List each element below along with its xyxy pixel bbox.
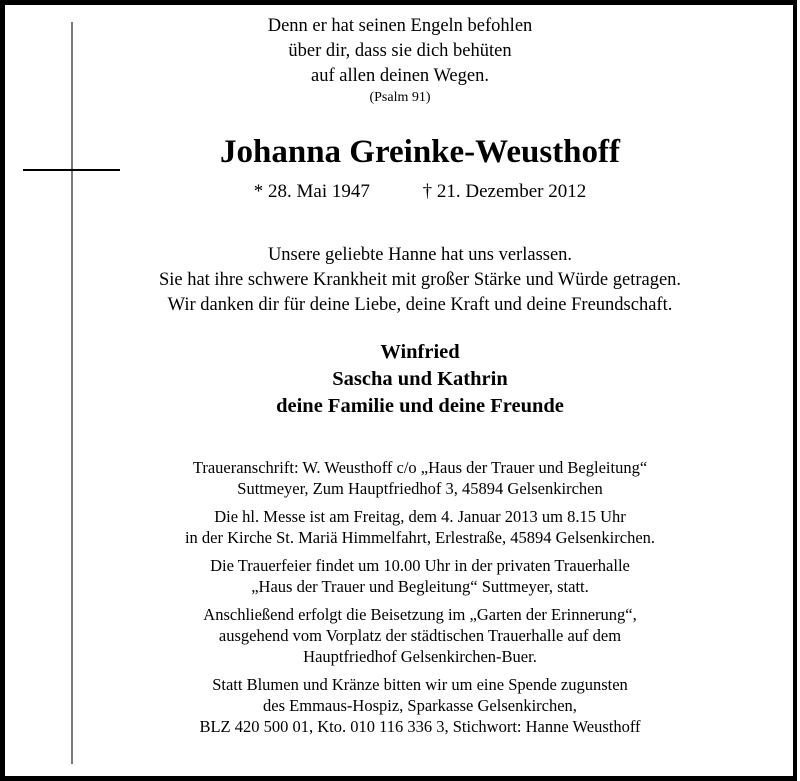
birth-date: * 28. Mai 1947 xyxy=(253,181,370,202)
info-line: Die hl. Messe ist am Freitag, dem 4. Januar 2013 um 8.15 Uhr xyxy=(214,507,626,526)
cross-vertical-icon xyxy=(71,22,73,764)
info-line: Hauptfriedhof Gelsenkirchen-Buer. xyxy=(303,647,537,666)
psalm-reference: (Psalm 91) xyxy=(369,90,431,105)
tribute-text xyxy=(100,243,740,318)
info-line: „Haus der Trauer und Begleitung“ Suttmeyer, statt. xyxy=(251,577,589,596)
tribute-line: Wir danken dir für deine Liebe, deine Kraft und deine Freundschaft. xyxy=(167,295,673,315)
psalm-line: über dir, dass sie dich behüten xyxy=(288,41,512,61)
info-line: Suttmeyer, Zum Hauptfriedhof 3, 45894 Gelsenkirchen xyxy=(237,479,603,498)
mourning-address xyxy=(100,457,740,499)
psalm-quote xyxy=(200,14,600,107)
info-line: BLZ 420 500 01, Kto. 010 116 336 3, Stichwort: Hanne Weusthoff xyxy=(199,717,641,736)
tribute-line: Unsere geliebte Hanne hat uns verlassen. xyxy=(267,245,573,265)
funeral-service-info xyxy=(100,555,740,597)
psalm-line: auf allen deinen Wegen. xyxy=(311,66,489,86)
mourner-line: Sascha und Kathrin xyxy=(332,368,508,390)
info-line: in der Kirche St. Mariä Himmelfahrt, Erlestraße, 45894 Gelsenkirchen. xyxy=(184,528,656,547)
mourners xyxy=(100,339,740,420)
tribute-line: Sie hat ihre schwere Krankheit mit großer Stärke und Würde getragen. xyxy=(158,270,682,290)
death-date: † 21. Dezember 2012 xyxy=(422,181,587,202)
psalm-line: Denn er hat seinen Engeln befohlen xyxy=(267,16,533,36)
info-line: Traueranschrift: W. Weusthoff c/o „Haus der Trauer und Begleitung“ xyxy=(192,458,648,477)
life-dates xyxy=(100,180,740,204)
funeral-info xyxy=(100,457,740,744)
burial-info xyxy=(100,604,740,667)
mourner-line: deine Familie und deine Freunde xyxy=(276,395,564,417)
mourner-line: Winfried xyxy=(380,341,460,363)
donation-info xyxy=(100,674,740,737)
info-line: ausgehend vom Vorplatz der städtischen Trauerhalle auf dem xyxy=(218,626,622,645)
info-line: des Emmaus-Hospiz, Sparkasse Gelsenkirchen, xyxy=(263,696,577,715)
info-line: Die Trauerfeier findet um 10.00 Uhr in der privaten Trauerhalle xyxy=(210,556,630,575)
info-line: Anschließend erfolgt die Beisetzung im „Garten der Erinnerung“, xyxy=(203,605,637,624)
mass-info xyxy=(100,506,740,548)
info-line: Statt Blumen und Kränze bitten wir um eine Spende zugunsten xyxy=(212,675,628,694)
deceased-name: Johanna Greinke-Weusthoff xyxy=(219,134,621,170)
